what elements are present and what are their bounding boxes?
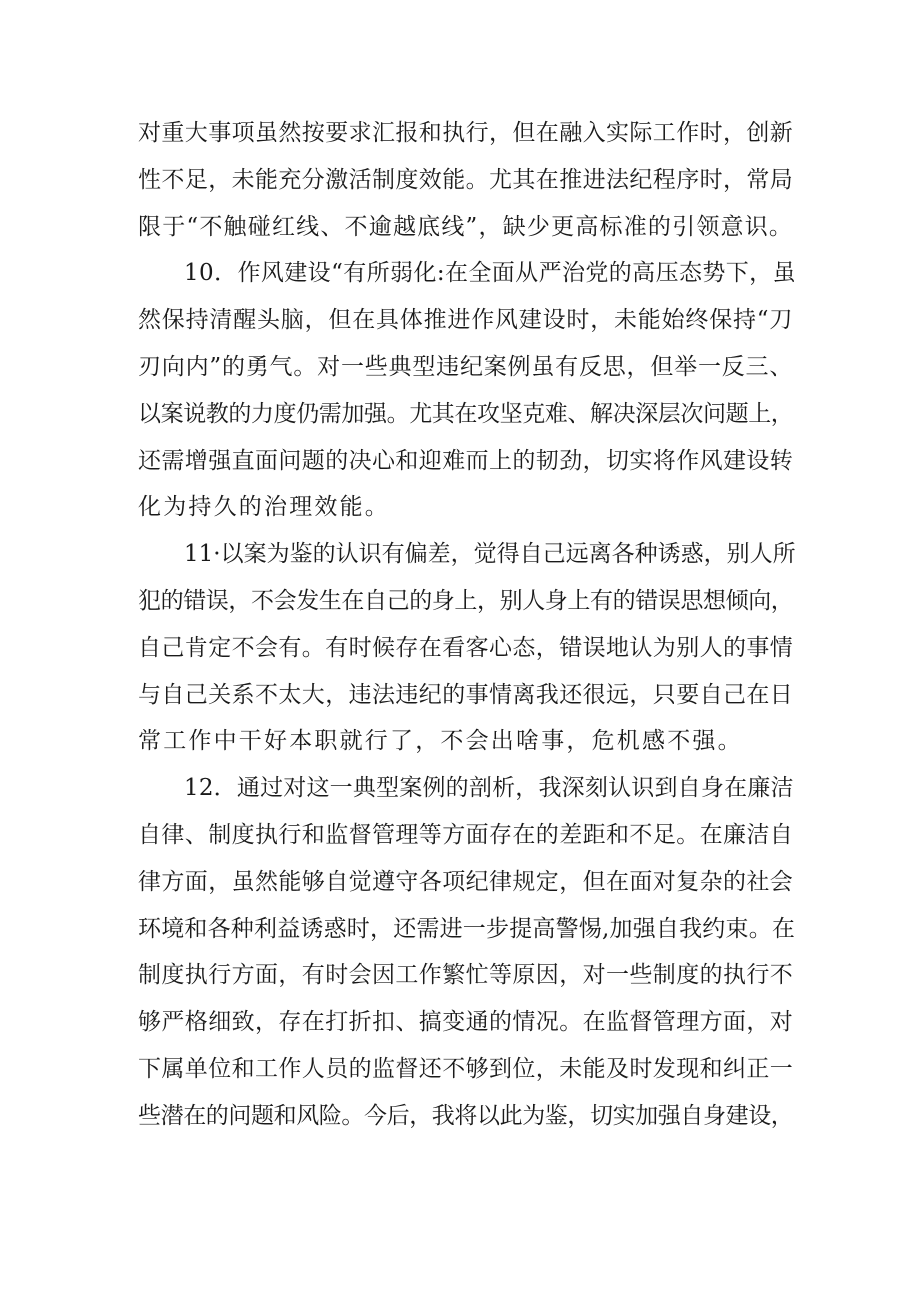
text-line: 对重大事项虽然按要求汇报和执行，但在融入实际工作时，创新 [138, 120, 794, 146]
text-line: 10．作风建设“有所弱化:在全面从严治党的高压态势下，虽 [184, 260, 796, 287]
text-line: 以案说教的力度仍需加强。尤其在攻坚克难、解决深层次问题上， [138, 400, 794, 427]
text-line: 12．通过对这一典型案例的剖析，我深刻认识到自身在廉洁 [184, 775, 794, 802]
text-line: 自己肯定不会有。有时候存在看客心态，错误地认为别人的事情 [138, 634, 794, 661]
text-line: 刃向内”的勇气。对一些典型违纪案例虽有反思，但举一反三、 [138, 353, 794, 380]
paragraph-10 [138, 250, 798, 531]
text-line: 还需增强直面问题的决心和迎难而上的韧劲，切实将作风建设转 [138, 447, 794, 474]
paragraph-9-continued [138, 110, 798, 250]
text-line: 化为持久的治理效能。 [138, 494, 390, 521]
paragraph-11 [138, 531, 798, 765]
text-line: 然保持清醒头脑，但在具体推进作风建设时，未能始终保持“刀 [138, 307, 794, 334]
text-line: 环境和各种利益诱惑时，还需进一步提高警惕,加强自我约束。在 [138, 915, 796, 942]
text-line: 限于“不触碰红线、不逾越底线”，缺少更高标准的引领意识。 [138, 213, 794, 240]
text-line: 够严格细致，存在打折扣、搞变通的情况。在监督管理方面，对 [138, 1009, 794, 1036]
text-line: 些潜在的问题和风险。今后，我将以此为鉴，切实加强自身建设， [138, 1102, 794, 1129]
text-line: 律方面，虽然能够自觉遵守各项纪律规定，但在面对复杂的社会 [138, 868, 794, 895]
text-line: 制度执行方面，有时会因工作繁忙等原因，对一些制度的执行不 [138, 962, 794, 989]
text-line: 11·以案为鉴的认识有偏差，觉得自己远离各种诱惑，别人所 [184, 541, 796, 568]
text-line: 自律、制度执行和监督管理等方面存在的差距和不足。在廉洁自 [138, 821, 794, 848]
paragraph-12 [138, 765, 798, 1139]
document-body [138, 110, 798, 1140]
text-line: 常工作中干好本职就行了，不会出啥事，危机感不强。 [138, 728, 743, 755]
text-line: 下属单位和工作人员的监督还不够到位，未能及时发现和纠正一 [138, 1055, 794, 1082]
text-line: 性不足，未能充分激活制度效能。尤其在推进法纪程序时，常局 [138, 166, 794, 193]
text-line: 与自己关系不太大，违法违纪的事情离我还很远，只要自己在日 [138, 681, 794, 708]
text-line: 犯的错误，不会发生在自己的身上，别人身上有的错误思想倾向， [138, 587, 794, 614]
